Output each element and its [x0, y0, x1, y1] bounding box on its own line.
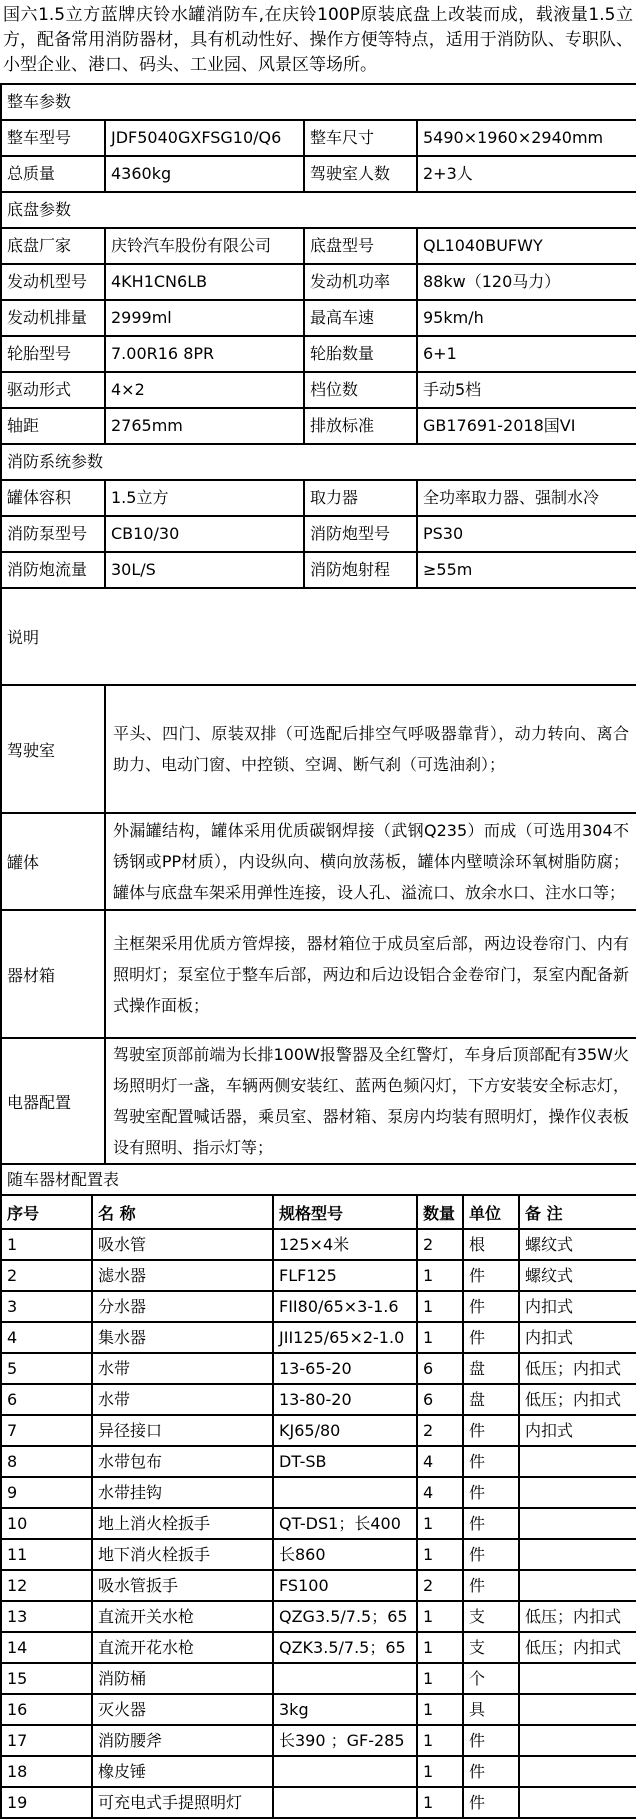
param-value-cell: 4360kg: [105, 156, 304, 192]
note-label-cell: 器材箱: [1, 910, 105, 1038]
param-row: [1, 408, 636, 444]
equipment-header-row: [1, 1195, 636, 1229]
equipment-cell: 根: [463, 1229, 519, 1260]
equipment-row: [1, 1353, 636, 1384]
equipment-cell: 10: [1, 1508, 92, 1539]
fire-system-params-section-title: 消防系统参数: [1, 444, 636, 480]
equipment-cell: [273, 1756, 417, 1787]
equipment-cell: [519, 1787, 636, 1818]
equipment-cell: 15: [1, 1663, 92, 1694]
param-label-cell: 轴距: [1, 408, 105, 444]
equipment-cell: 件: [463, 1446, 519, 1477]
equipment-cell: 1: [417, 1632, 463, 1663]
note-row: [1, 685, 636, 813]
equipment-col-header: 名 称: [92, 1195, 273, 1229]
equipment-cell: 件: [463, 1477, 519, 1508]
equipment-row: [1, 1384, 636, 1415]
equipment-cell: 水带: [92, 1353, 273, 1384]
param-row: [1, 516, 636, 552]
equipment-cell: 盘: [463, 1384, 519, 1415]
param-value-cell: 5490×1960×2940mm: [417, 120, 636, 156]
equipment-cell: [519, 1477, 636, 1508]
equipment-cell: 11: [1, 1539, 92, 1570]
equipment-cell: 件: [463, 1787, 519, 1818]
equipment-cell: 1: [417, 1291, 463, 1322]
equipment-row: [1, 1322, 636, 1353]
note-text-cell: 外漏罐结构，罐体采用优质碳钢焊接（武钢Q235）而成（可选用304不锈钢或PP材质），内设纵向、横向放荡板，罐体内壁喷涂环氧树脂防腐；罐体与底盘车架采用弹性连接，设人孔、溢流口、放余水口、注水口等；: [105, 813, 636, 910]
param-label-cell: 整车尺寸: [304, 120, 417, 156]
equipment-section-title: 随车器材配置表: [1, 1164, 636, 1195]
param-value-cell: 2999ml: [105, 300, 304, 336]
equipment-cell: 件: [463, 1260, 519, 1291]
equipment-row: [1, 1694, 636, 1725]
equipment-col-header: 单位: [463, 1195, 519, 1229]
equipment-cell: 消防桶: [92, 1663, 273, 1694]
equipment-cell: 可充电式手提照明灯: [92, 1787, 273, 1818]
equipment-row: [1, 1756, 636, 1787]
equipment-row: [1, 1446, 636, 1477]
equipment-cell: 1: [417, 1787, 463, 1818]
param-row: [1, 300, 636, 336]
param-label-cell: 消防炮型号: [304, 516, 417, 552]
equipment-cell: 螺纹式: [519, 1260, 636, 1291]
equipment-table: [0, 1163, 636, 1819]
equipment-cell: 4: [417, 1477, 463, 1508]
param-label-cell: 档位数: [304, 372, 417, 408]
equipment-cell: 橡皮锤: [92, 1756, 273, 1787]
equipment-cell: 2: [1, 1260, 92, 1291]
param-value-cell: ≥55m: [417, 552, 636, 588]
param-row: [1, 336, 636, 372]
equipment-cell: 低压；内扣式: [519, 1384, 636, 1415]
equipment-row: [1, 1229, 636, 1260]
chassis-params-table: [0, 191, 636, 445]
section-title-row: [1, 84, 636, 120]
param-label-cell: 消防炮射程: [304, 552, 417, 588]
param-label-cell: 发动机型号: [1, 264, 105, 300]
equipment-row: [1, 1570, 636, 1601]
equipment-cell: [273, 1663, 417, 1694]
equipment-cell: 1: [417, 1725, 463, 1756]
param-label-cell: 消防炮流量: [1, 552, 105, 588]
param-label-cell: 底盘型号: [304, 228, 417, 264]
equipment-cell: 吸水管: [92, 1229, 273, 1260]
equipment-cell: DT-SB: [273, 1446, 417, 1477]
equipment-cell: 1: [417, 1663, 463, 1694]
param-label-cell: 罐体容积: [1, 480, 105, 516]
param-label-cell: 取力器: [304, 480, 417, 516]
equipment-row: [1, 1508, 636, 1539]
equipment-cell: 内扣式: [519, 1291, 636, 1322]
equipment-cell: 1: [417, 1322, 463, 1353]
section-title-row: [1, 1164, 636, 1195]
equipment-cell: 盘: [463, 1353, 519, 1384]
equipment-cell: 17: [1, 1725, 92, 1756]
param-label-cell: 发动机排量: [1, 300, 105, 336]
equipment-cell: [273, 1787, 417, 1818]
equipment-cell: 19: [1, 1787, 92, 1818]
equipment-row: [1, 1539, 636, 1570]
equipment-cell: 13-80-20: [273, 1384, 417, 1415]
equipment-cell: 1: [417, 1694, 463, 1725]
equipment-row: [1, 1477, 636, 1508]
equipment-cell: 5: [1, 1353, 92, 1384]
equipment-cell: FS100: [273, 1570, 417, 1601]
equipment-cell: 件: [463, 1322, 519, 1353]
equipment-cell: [519, 1663, 636, 1694]
equipment-cell: JII125/65×2-1.0: [273, 1322, 417, 1353]
note-label-cell: 驾驶室: [1, 685, 105, 813]
equipment-cell: 螺纹式: [519, 1229, 636, 1260]
equipment-cell: 水带挂钩: [92, 1477, 273, 1508]
param-value-cell: 6+1: [417, 336, 636, 372]
equipment-cell: QT-DS1；长400: [273, 1508, 417, 1539]
equipment-cell: 低压；内扣式: [519, 1632, 636, 1663]
equipment-row: [1, 1787, 636, 1818]
param-value-cell: PS30: [417, 516, 636, 552]
equipment-cell: 内扣式: [519, 1322, 636, 1353]
equipment-cell: 16: [1, 1694, 92, 1725]
equipment-row: [1, 1601, 636, 1632]
note-row: [1, 910, 636, 1038]
equipment-cell: QZK3.5/7.5；65: [273, 1632, 417, 1663]
equipment-cell: 6: [417, 1384, 463, 1415]
equipment-cell: 灭火器: [92, 1694, 273, 1725]
equipment-cell: [519, 1539, 636, 1570]
equipment-cell: 地下消火栓扳手: [92, 1539, 273, 1570]
param-row: [1, 372, 636, 408]
notes-table: [0, 587, 636, 1165]
equipment-cell: 4: [1, 1322, 92, 1353]
equipment-cell: 件: [463, 1539, 519, 1570]
equipment-cell: 6: [1, 1384, 92, 1415]
param-row: [1, 264, 636, 300]
param-value-cell: 庆铃汽车股份有限公司: [105, 228, 304, 264]
equipment-cell: 3kg: [273, 1694, 417, 1725]
equipment-cell: 6: [417, 1353, 463, 1384]
equipment-cell: 3: [1, 1291, 92, 1322]
equipment-cell: 地上消火栓扳手: [92, 1508, 273, 1539]
equipment-cell: [519, 1694, 636, 1725]
equipment-cell: 低压；内扣式: [519, 1601, 636, 1632]
equipment-cell: 1: [417, 1756, 463, 1787]
param-label-cell: 排放标准: [304, 408, 417, 444]
equipment-cell: FLF125: [273, 1260, 417, 1291]
equipment-cell: 1: [417, 1508, 463, 1539]
param-value-cell: 88kw（120马力）: [417, 264, 636, 300]
equipment-cell: 长390 ；GF-285: [273, 1725, 417, 1756]
equipment-cell: 件: [463, 1415, 519, 1446]
equipment-cell: 件: [463, 1508, 519, 1539]
note-text-cell: 驾驶室顶部前端为长排100W报警器及全红警灯，车身后顶部配有35W火场照明灯一盏，车辆两侧安装红、蓝两色频闪灯，下方安装安全标志灯，驾驶室配置喊话器，乘员室、器材箱、泵房内均装有照明灯，操作仪表板设有照明、指示灯等；: [105, 1038, 636, 1164]
equipment-cell: 水带: [92, 1384, 273, 1415]
equipment-cell: [273, 1477, 417, 1508]
equipment-cell: KJ65/80: [273, 1415, 417, 1446]
note-row: [1, 1038, 636, 1164]
equipment-row: [1, 1725, 636, 1756]
param-value-cell: 手动5档: [417, 372, 636, 408]
note-text-cell: 主框架采用优质方管焊接，器材箱位于成员室后部，两边设卷帘门、内有照明灯；泵室位于整车后部，两边和后边设铝合金卷帘门，泵室内配备新式操作面板；: [105, 910, 636, 1038]
param-value-cell: 95km/h: [417, 300, 636, 336]
param-row: [1, 480, 636, 516]
equipment-cell: 1: [417, 1601, 463, 1632]
equipment-cell: 9: [1, 1477, 92, 1508]
param-row: [1, 120, 636, 156]
equipment-col-header: 备 注: [519, 1195, 636, 1229]
fire-system-params-table: [0, 443, 636, 589]
param-label-cell: 整车型号: [1, 120, 105, 156]
param-label-cell: 轮胎数量: [304, 336, 417, 372]
equipment-cell: 集水器: [92, 1322, 273, 1353]
equipment-cell: [519, 1446, 636, 1477]
spec-tables-container: [0, 83, 636, 1819]
param-label-cell: 最高车速: [304, 300, 417, 336]
equipment-cell: 直流开关水枪: [92, 1601, 273, 1632]
vehicle-params-table: [0, 83, 636, 193]
equipment-cell: 1: [417, 1260, 463, 1291]
param-label-cell: 底盘厂家: [1, 228, 105, 264]
param-row: [1, 552, 636, 588]
equipment-cell: [519, 1756, 636, 1787]
equipment-cell: 异径接口: [92, 1415, 273, 1446]
param-value-cell: CB10/30: [105, 516, 304, 552]
equipment-cell: 13-65-20: [273, 1353, 417, 1384]
equipment-cell: 件: [463, 1756, 519, 1787]
equipment-cell: 支: [463, 1601, 519, 1632]
equipment-cell: 7: [1, 1415, 92, 1446]
param-row: [1, 228, 636, 264]
param-value-cell: 2+3人: [417, 156, 636, 192]
equipment-cell: 2: [417, 1229, 463, 1260]
equipment-row: [1, 1260, 636, 1291]
equipment-cell: [519, 1725, 636, 1756]
param-label-cell: 发动机功率: [304, 264, 417, 300]
param-value-cell: 4×2: [105, 372, 304, 408]
chassis-params-section-title: 底盘参数: [1, 192, 636, 228]
equipment-cell: 8: [1, 1446, 92, 1477]
equipment-cell: 125×4米: [273, 1229, 417, 1260]
equipment-cell: 直流开花水枪: [92, 1632, 273, 1663]
equipment-cell: FII80/65×3-1.6: [273, 1291, 417, 1322]
equipment-cell: 件: [463, 1291, 519, 1322]
equipment-col-header: 数量: [417, 1195, 463, 1229]
notes-section-title: 说明: [1, 588, 636, 685]
equipment-cell: 支: [463, 1632, 519, 1663]
param-value-cell: 7.00R16 8PR: [105, 336, 304, 372]
equipment-cell: 内扣式: [519, 1415, 636, 1446]
equipment-cell: 低压；内扣式: [519, 1353, 636, 1384]
equipment-cell: 1: [1, 1229, 92, 1260]
equipment-cell: 2: [417, 1570, 463, 1601]
equipment-row: [1, 1663, 636, 1694]
param-value-cell: 全功率取力器、强制水冷: [417, 480, 636, 516]
param-value-cell: 2765mm: [105, 408, 304, 444]
intro-paragraph: 国六1.5立方蓝牌庆铃水罐消防车,在庆铃100P原装底盘上改装而成，载液量1.5立方，配备常用消防器材，具有机动性好、操作方便等特点，适用于消防队、专职队、小型企业、港口、码头、工业园、风景区等场所。: [3, 5, 633, 75]
equipment-cell: 2: [417, 1415, 463, 1446]
param-value-cell: JDF5040GXFSG10/Q6: [105, 120, 304, 156]
equipment-col-header: 序号: [1, 1195, 92, 1229]
equipment-cell: 18: [1, 1756, 92, 1787]
equipment-col-header: 规格型号: [273, 1195, 417, 1229]
equipment-cell: 4: [417, 1446, 463, 1477]
equipment-cell: 长860: [273, 1539, 417, 1570]
equipment-cell: 件: [463, 1725, 519, 1756]
param-row: [1, 156, 636, 192]
section-title-row: [1, 588, 636, 685]
equipment-cell: QZG3.5/7.5；65: [273, 1601, 417, 1632]
equipment-cell: 14: [1, 1632, 92, 1663]
equipment-cell: 滤水器: [92, 1260, 273, 1291]
param-label-cell: 总质量: [1, 156, 105, 192]
equipment-cell: 12: [1, 1570, 92, 1601]
equipment-row: [1, 1632, 636, 1663]
equipment-cell: 吸水管扳手: [92, 1570, 273, 1601]
equipment-cell: 13: [1, 1601, 92, 1632]
equipment-cell: 分水器: [92, 1291, 273, 1322]
section-title-row: [1, 444, 636, 480]
param-label-cell: 驱动形式: [1, 372, 105, 408]
equipment-row: [1, 1291, 636, 1322]
note-text-cell: 平头、四门、原装双排（可选配后排空气呼吸器靠背），动力转向、离合助力、电动门窗、中控锁、空调、断气刹（可选油刹）；: [105, 685, 636, 813]
equipment-cell: 个: [463, 1663, 519, 1694]
equipment-cell: 1: [417, 1539, 463, 1570]
equipment-cell: 消防腰斧: [92, 1725, 273, 1756]
param-value-cell: GB17691-2018国VI: [417, 408, 636, 444]
param-label-cell: 消防泵型号: [1, 516, 105, 552]
param-value-cell: 1.5立方: [105, 480, 304, 516]
param-value-cell: 4KH1CN6LB: [105, 264, 304, 300]
note-label-cell: 电器配置: [1, 1038, 105, 1164]
param-label-cell: 驾驶室人数: [304, 156, 417, 192]
param-label-cell: 轮胎型号: [1, 336, 105, 372]
param-value-cell: 30L/S: [105, 552, 304, 588]
equipment-cell: 具: [463, 1694, 519, 1725]
equipment-cell: [519, 1508, 636, 1539]
section-title-row: [1, 192, 636, 228]
equipment-cell: [519, 1570, 636, 1601]
vehicle-params-section-title: 整车参数: [1, 84, 636, 120]
param-value-cell: QL1040BUFWY: [417, 228, 636, 264]
note-label-cell: 罐体: [1, 813, 105, 910]
equipment-cell: 水带包布: [92, 1446, 273, 1477]
equipment-row: [1, 1415, 636, 1446]
equipment-cell: 件: [463, 1570, 519, 1601]
note-row: [1, 813, 636, 910]
